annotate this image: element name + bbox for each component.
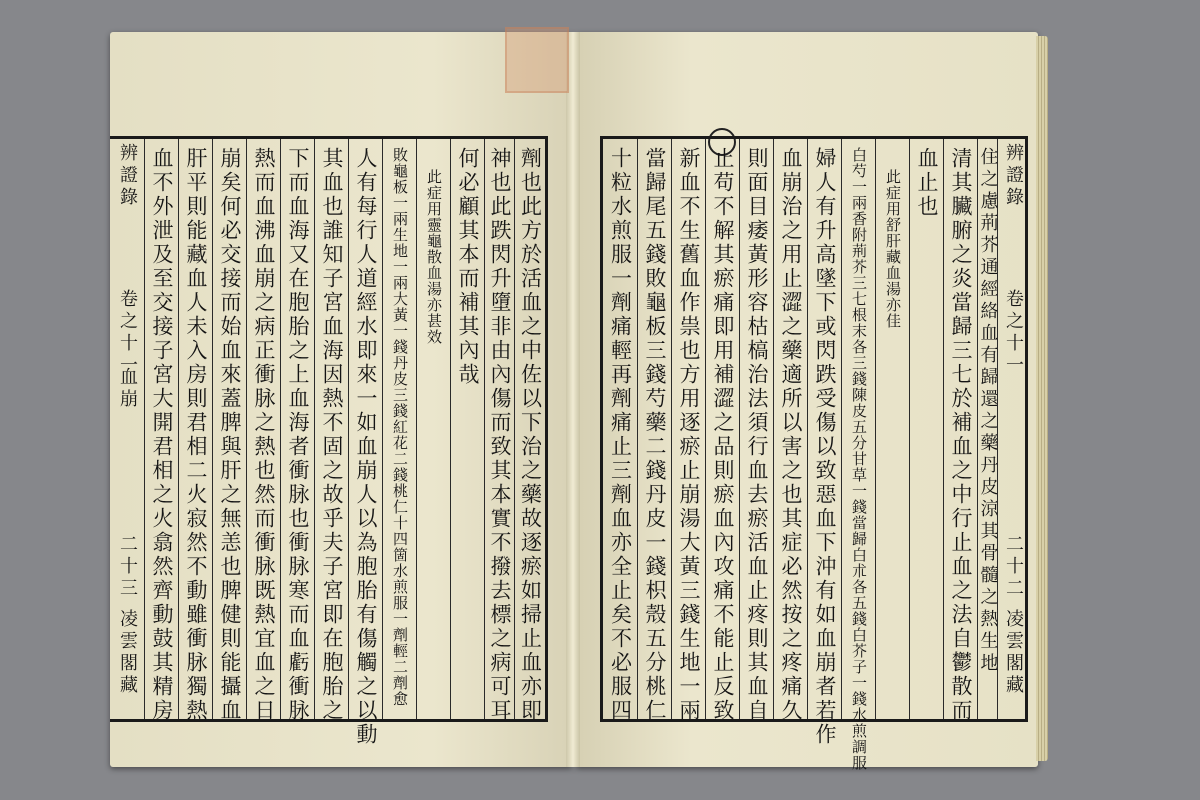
right-text-frame bbox=[600, 136, 1028, 771]
text-column: 十粒水煎服一劑痛輕再劑痛止三劑血亦全止矣不必服四 bbox=[608, 147, 633, 723]
text-column: 新血不生舊血作祟也方用逐瘀止崩湯大黃三錢生地一兩 bbox=[671, 139, 705, 719]
left-book-title: 辨證錄 bbox=[117, 143, 138, 209]
collector-seal-stamp bbox=[505, 27, 569, 93]
note-column: 此症用舒肝藏血湯亦佳 bbox=[875, 139, 909, 719]
text-column: 下而血海又在胞胎之上血海者衝脉也衝脉寒而血虧衝脉 bbox=[280, 139, 314, 719]
page-edges bbox=[1036, 36, 1048, 761]
text-column: 崩矣何必交接而始血來蓋脾與肝之無恙也脾健則能攝血 bbox=[212, 139, 246, 719]
text-column: 血止也 bbox=[909, 139, 943, 719]
text-column: 其血也誰知子宮血海因熱不固之故乎夫子宮即在胞胎之 bbox=[314, 139, 348, 719]
left-hall-name: 凌雲閣藏 bbox=[117, 609, 138, 697]
right-hall-name: 凌雲閣藏 bbox=[1003, 609, 1024, 697]
text-column: 熱而血沸血崩之病正衝脉之熱也然而衝脉既熱宜血之日 bbox=[246, 139, 280, 719]
right-volume-label: 卷之十一 bbox=[1003, 289, 1024, 377]
right-center-strip bbox=[997, 139, 1028, 719]
book-spine bbox=[566, 32, 580, 767]
text-column: 人有每行人道經水即來一如血崩人以為胞胎有傷觸之以動 bbox=[348, 139, 382, 719]
left-folio-number: 二十三 bbox=[117, 534, 138, 600]
text-column: 清其臟腑之炎當歸三七於補血之中行止血之法自鬱散而 bbox=[943, 139, 977, 719]
left-center-strip bbox=[110, 139, 144, 719]
left-section-label: 血崩 bbox=[117, 367, 138, 411]
open-book bbox=[100, 22, 1050, 772]
text-column: 婦人有升高墜下或閃跌受傷以致惡血下沖有如血崩者若作 bbox=[807, 139, 841, 719]
text-column: 劑也此方於活血之中佐以下治之藥故逐瘀如掃止血亦即 bbox=[514, 139, 545, 719]
text-column: 血不外泄及至交接子宮大開君相之火翕然齊動鼓其精房 bbox=[144, 139, 178, 719]
text-column: 止苟不解其瘀痛即用補澀之品則瘀血內攻痛不能止反致 bbox=[705, 139, 739, 719]
text-column: 神也此跌閃升墮非由內傷而致其本實不撥去標之病可耳 bbox=[484, 139, 514, 719]
note-column: 此症用靈龜散血湯亦甚效 bbox=[416, 139, 450, 719]
text-column: 肝平則能藏血人未入房則君相二火寂然不動雖衝脉獨熱 bbox=[178, 139, 212, 719]
right-folio-number: 二十二 bbox=[1003, 534, 1024, 600]
text-column: 住之慮荊芥通經絡血有歸還之藥丹皮涼其骨髓之熱生地 bbox=[977, 139, 997, 719]
left-text-frame bbox=[110, 136, 548, 747]
note-column: 白芍一兩香附荊芥三七根末各三錢陳皮五分甘草一錢當歸白朮各五錢白芥子一錢水煎調服 bbox=[841, 139, 875, 719]
note-column: 敗龜板一兩生地一兩大黃一錢丹皮三錢紅花二錢桃仁十四箇水煎服一劑輕二劑愈 bbox=[382, 139, 416, 719]
right-book-title: 辨證錄 bbox=[1003, 143, 1024, 209]
text-column: 當歸尾五錢敗龜板三錢芍藥二錢丹皮一錢枳殼五分桃仁 bbox=[637, 139, 671, 719]
text-column: 何必顧其本而補其內哉 bbox=[450, 139, 484, 719]
text-column: 則面目痿黃形容枯槁治法須行血去瘀活血止疼則其血自 bbox=[739, 139, 773, 719]
text-column: 血崩治之用止澀之藥適所以害之也其症必然按之疼痛久 bbox=[773, 139, 807, 719]
left-volume-label: 卷之十一 bbox=[117, 289, 138, 377]
